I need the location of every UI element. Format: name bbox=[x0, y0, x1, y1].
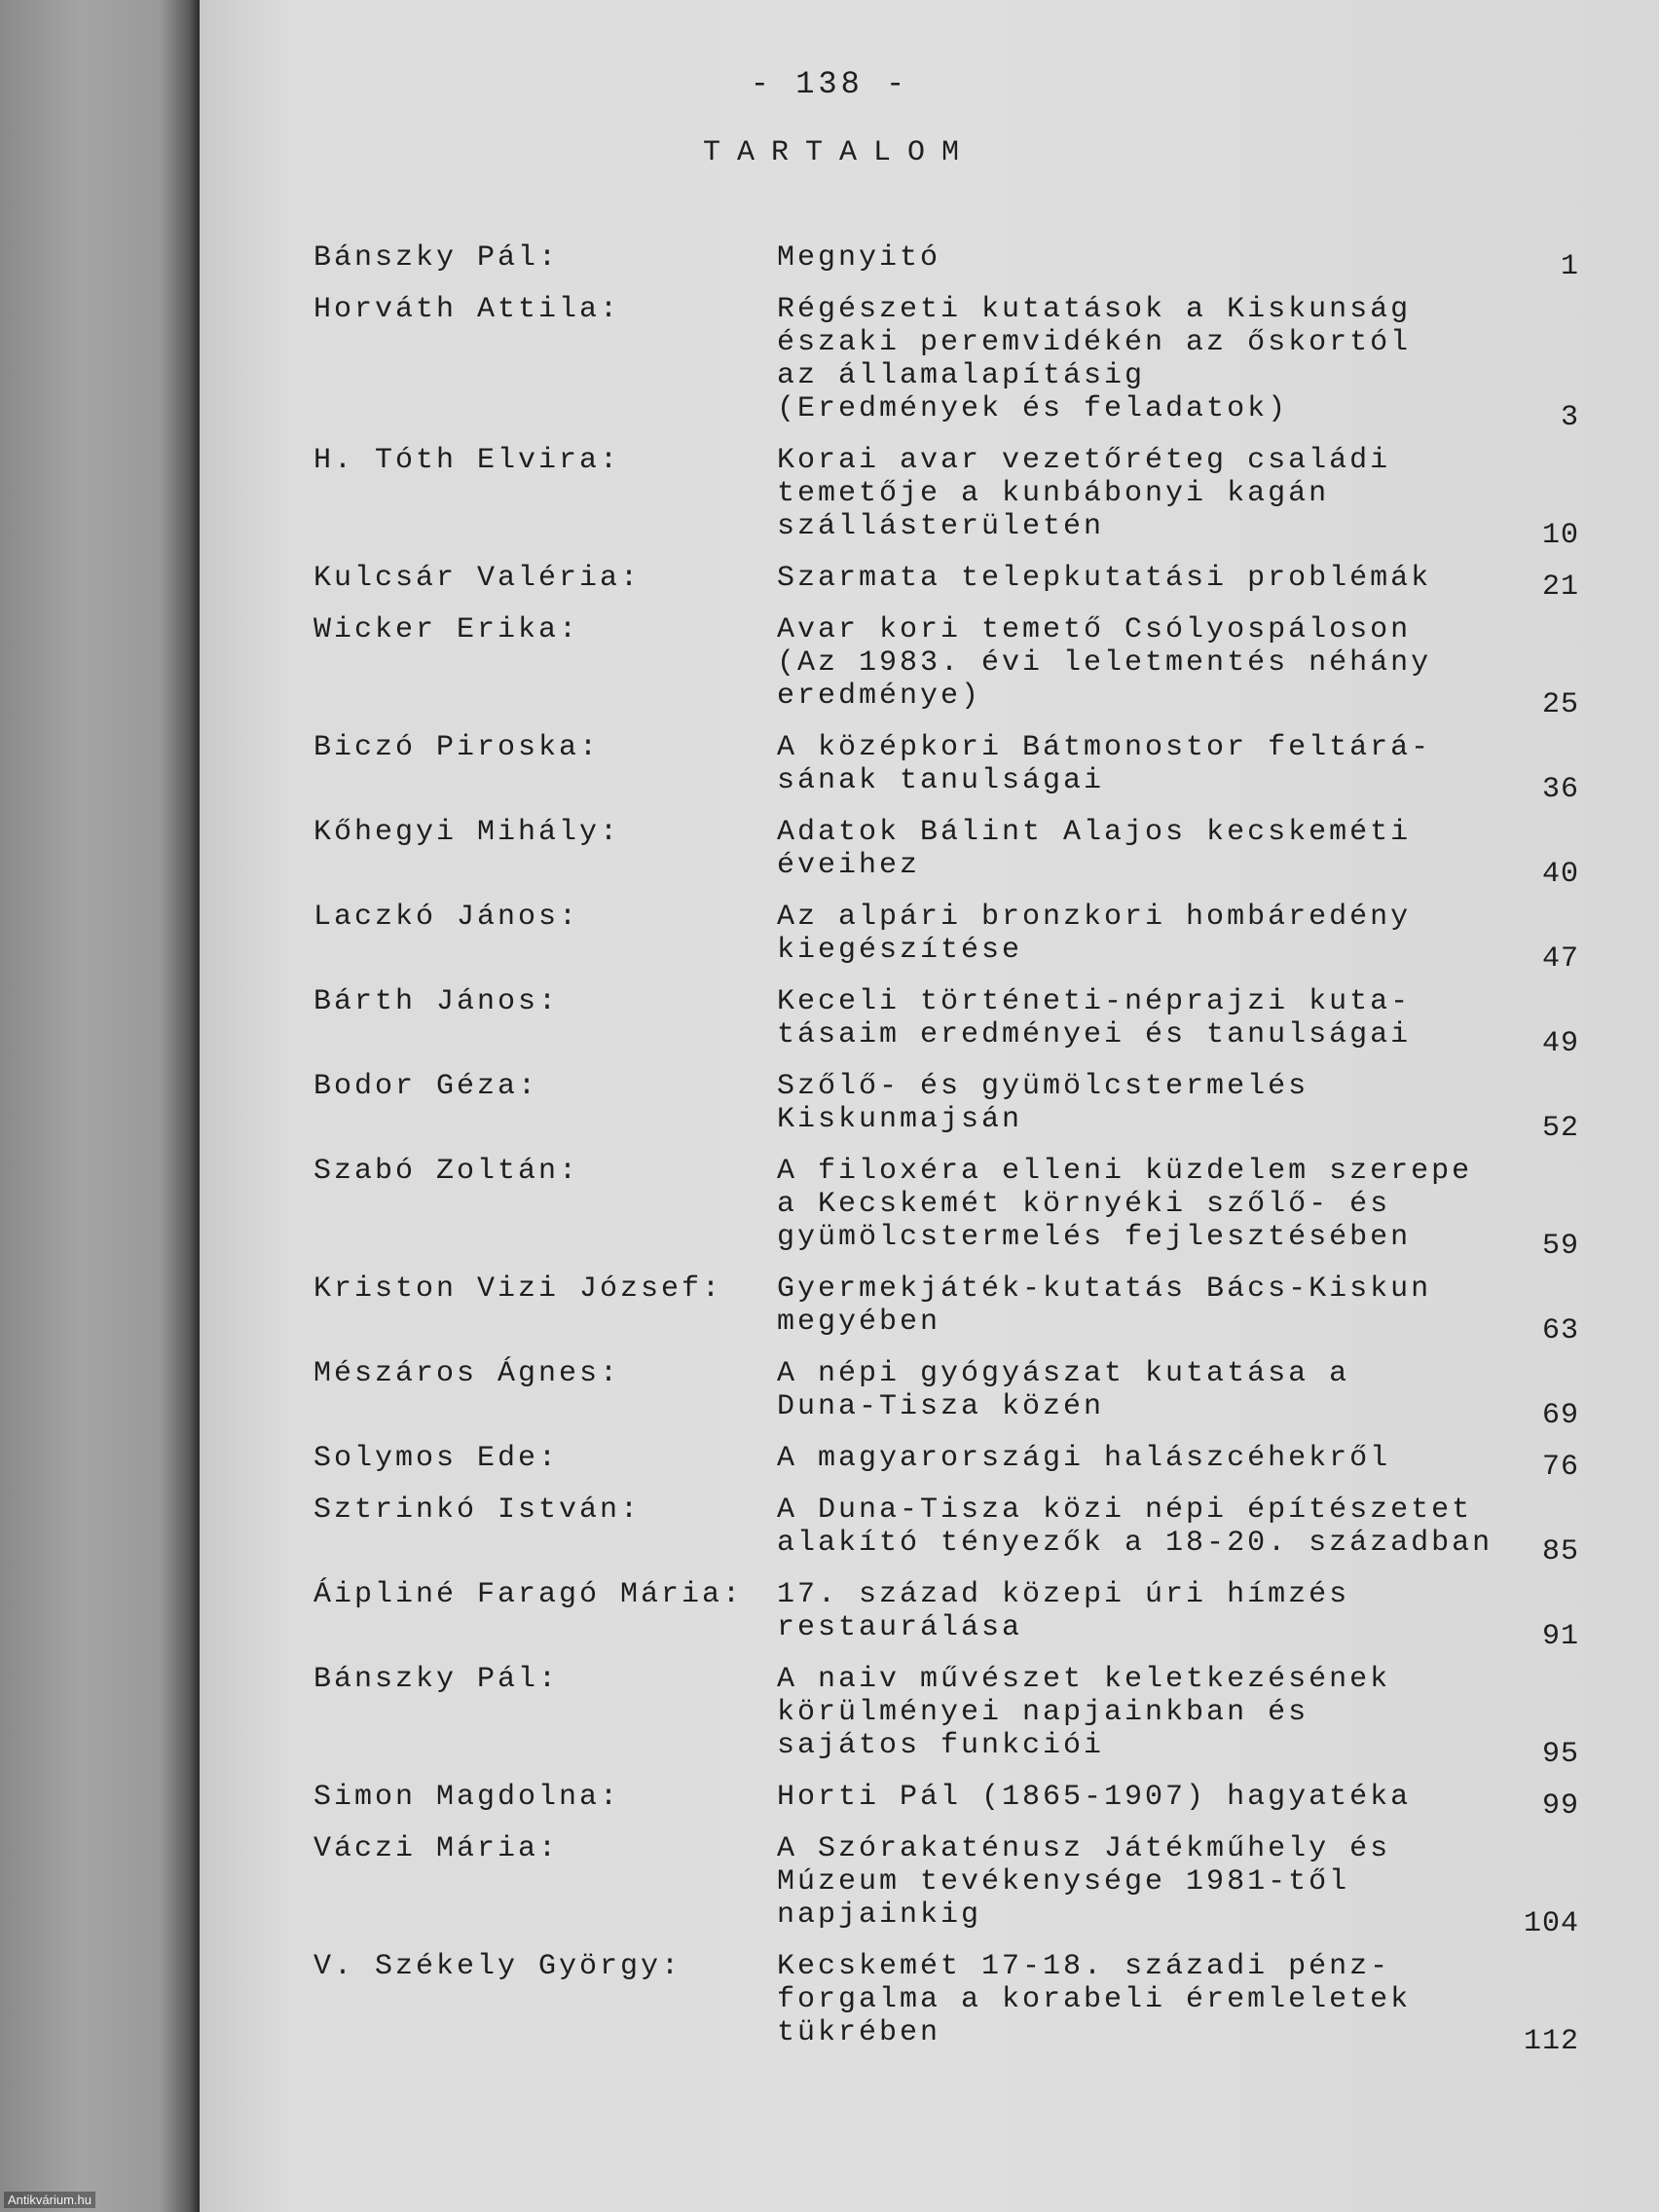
entry-title bbox=[777, 1272, 1517, 1339]
entry-title bbox=[777, 444, 1517, 543]
entry-author: Bárth János: bbox=[313, 985, 560, 1018]
entry-author: Wicker Erika: bbox=[313, 613, 580, 646]
entry-page-number: 10 bbox=[1541, 519, 1579, 552]
entry-page-number: 76 bbox=[1541, 1451, 1579, 1484]
entry-page-number: 36 bbox=[1541, 773, 1579, 806]
entry-title bbox=[777, 901, 1517, 967]
toc-entry bbox=[313, 901, 1579, 976]
entry-title-line: Avar kori temető Csólyospáloson bbox=[777, 613, 1412, 646]
entry-page-number: 1 bbox=[1560, 250, 1579, 283]
entry-title-line: A magyarországi halászcéhekről bbox=[777, 1442, 1391, 1475]
entry-author: Bodor Géza: bbox=[313, 1070, 539, 1103]
entry-author: H. Tóth Elvira: bbox=[313, 444, 621, 477]
toc-entry bbox=[313, 985, 1579, 1060]
entry-title-line: A Duna-Tisza közi népi építészetet bbox=[777, 1493, 1473, 1527]
entry-title-line: Régészeti kutatások a Kiskunság bbox=[777, 293, 1412, 326]
entry-page-number: 47 bbox=[1541, 942, 1579, 976]
entry-title-line: megyében bbox=[777, 1306, 941, 1339]
entry-title-line: tükrében bbox=[777, 2016, 941, 2049]
entry-title bbox=[777, 1578, 1517, 1644]
toc-entry bbox=[313, 562, 1579, 604]
entry-page-number: 104 bbox=[1523, 1907, 1579, 1940]
entry-title-line: 17. század közepi úri hímzés bbox=[777, 1578, 1350, 1611]
entry-title-line: alakító tényezők a 18-20. században bbox=[777, 1527, 1493, 1560]
entry-title-line: az államalapításig bbox=[777, 359, 1146, 392]
entry-title-line: sajátos funkciói bbox=[777, 1729, 1105, 1762]
entry-author: Simon Magdolna: bbox=[313, 1781, 621, 1814]
entry-title bbox=[777, 241, 1517, 275]
entry-title-line: körülményei napjainkban és bbox=[777, 1696, 1309, 1729]
entry-page-number: 3 bbox=[1560, 401, 1579, 434]
entry-author: Mészáros Ágnes: bbox=[313, 1357, 621, 1390]
toc-entry bbox=[313, 1832, 1579, 1940]
toc-entry bbox=[313, 1663, 1579, 1771]
entry-title bbox=[777, 1357, 1517, 1423]
entry-author: Solymos Ede: bbox=[313, 1442, 560, 1475]
entry-title-line: Horti Pál (1865-1907) hagyatéka bbox=[777, 1781, 1412, 1814]
entry-author: Kriston Vizi József: bbox=[313, 1272, 723, 1306]
entry-title-line: A naiv művészet keletkezésének bbox=[777, 1663, 1391, 1696]
entry-author: Bánszky Pál: bbox=[313, 1663, 560, 1696]
entry-page-number: 112 bbox=[1523, 2025, 1579, 2058]
entry-title-line: Szőlő- és gyümölcstermelés bbox=[777, 1070, 1309, 1103]
entry-page-number: 63 bbox=[1541, 1314, 1579, 1347]
entry-title-line: északi peremvidékén az őskortól bbox=[777, 326, 1412, 359]
entry-title-line: A filoxéra elleni küzdelem szerepe bbox=[777, 1155, 1473, 1188]
entry-title bbox=[777, 1493, 1517, 1560]
entry-title bbox=[777, 293, 1517, 425]
toc-entry bbox=[313, 816, 1579, 891]
toc-entry bbox=[313, 1357, 1579, 1432]
entry-page-number: 49 bbox=[1541, 1027, 1579, 1060]
entry-author: Bánszky Pál: bbox=[313, 241, 560, 275]
entry-title-line: Szarmata telepkutatási problémák bbox=[777, 562, 1432, 595]
toc-entry bbox=[313, 1781, 1579, 1823]
entry-page-number: 59 bbox=[1541, 1230, 1579, 1263]
entry-title-line: gyümölcstermelés fejlesztésében bbox=[777, 1221, 1412, 1254]
entry-title bbox=[777, 613, 1517, 713]
entry-page-number: 91 bbox=[1541, 1620, 1579, 1653]
entry-title-line: (Az 1983. évi leletmentés néhány bbox=[777, 646, 1432, 680]
toc-entry bbox=[313, 1272, 1579, 1347]
entry-title bbox=[777, 1442, 1517, 1475]
entry-title-line: a Kecskemét környéki szőlő- és bbox=[777, 1188, 1391, 1221]
entry-title-line: A középkori Bátmonostor feltárá- bbox=[777, 731, 1432, 764]
entry-title-line: szállásterületén bbox=[777, 510, 1105, 543]
entry-title-line: napjainkig bbox=[777, 1899, 982, 1932]
entry-title bbox=[777, 1832, 1517, 1932]
entry-author: Horváth Attila: bbox=[313, 293, 621, 326]
entry-title bbox=[777, 985, 1517, 1051]
entry-author: Sztrinkó István: bbox=[313, 1493, 642, 1527]
toc-entry bbox=[313, 1493, 1579, 1568]
book-binding-edge bbox=[0, 0, 200, 2212]
entry-title-line: sának tanulságai bbox=[777, 764, 1105, 797]
entry-title bbox=[777, 1070, 1517, 1136]
toc-entry bbox=[313, 241, 1579, 283]
entry-author: Váczi Mária: bbox=[313, 1832, 560, 1865]
entry-title-line: Duna-Tisza közén bbox=[777, 1390, 1105, 1423]
entry-title-line: Gyermekjáték-kutatás Bács-Kiskun bbox=[777, 1272, 1432, 1306]
entry-page-number: 85 bbox=[1541, 1535, 1579, 1568]
entry-author: Laczkó János: bbox=[313, 901, 580, 934]
page-title: TARTALOM bbox=[702, 136, 977, 169]
entry-title-line: A népi gyógyászat kutatása a bbox=[777, 1357, 1350, 1390]
entry-title-line: Korai avar vezetőréteg családi bbox=[777, 444, 1391, 477]
toc-entry bbox=[313, 1442, 1579, 1484]
entry-title-line: Keceli történeti-néprajzi kuta- bbox=[777, 985, 1412, 1018]
toc-entry bbox=[313, 613, 1579, 721]
entry-page-number: 69 bbox=[1541, 1399, 1579, 1432]
entry-author: V. Székely György: bbox=[313, 1950, 682, 1983]
toc-entry bbox=[313, 731, 1579, 806]
entry-page-number: 52 bbox=[1541, 1112, 1579, 1145]
entry-title-line: Kiskunmajsán bbox=[777, 1103, 1023, 1136]
entry-title-line: Adatok Bálint Alajos kecskeméti bbox=[777, 816, 1412, 849]
entry-title bbox=[777, 1950, 1517, 2049]
entry-author: Biczó Piroska: bbox=[313, 731, 601, 764]
entry-title bbox=[777, 1155, 1517, 1254]
toc-entry bbox=[313, 293, 1579, 434]
entry-page-number: 25 bbox=[1541, 688, 1579, 721]
entry-page-number: 21 bbox=[1541, 571, 1579, 604]
entry-page-number: 95 bbox=[1541, 1738, 1579, 1771]
entry-author: Kulcsár Valéria: bbox=[313, 562, 642, 595]
entry-title-line: (Eredmények és feladatok) bbox=[777, 392, 1289, 425]
page-number: - 138 - bbox=[750, 66, 909, 102]
entry-title-line: Múzeum tevékenysége 1981-től bbox=[777, 1865, 1350, 1899]
entry-title bbox=[777, 731, 1517, 797]
entry-author: Szabó Zoltán: bbox=[313, 1155, 580, 1188]
entry-title bbox=[777, 816, 1517, 882]
entry-title-line: A Szórakaténusz Játékműhely és bbox=[777, 1832, 1391, 1865]
entry-page-number: 99 bbox=[1541, 1789, 1579, 1823]
entry-title-line: eredménye) bbox=[777, 680, 982, 713]
toc-entry bbox=[313, 1155, 1579, 1263]
entry-title bbox=[777, 1663, 1517, 1762]
entry-author: Kőhegyi Mihály: bbox=[313, 816, 621, 849]
entry-title-line: kiegészítése bbox=[777, 934, 1023, 967]
watermark: Antikvárium.hu bbox=[4, 2192, 95, 2208]
entry-title-line: forgalma a korabeli éremleletek bbox=[777, 1983, 1412, 2016]
entry-title-line: Megnyitó bbox=[777, 241, 941, 275]
toc-entry bbox=[313, 1950, 1579, 2058]
entry-title-line: Kecskemét 17-18. századi pénz- bbox=[777, 1950, 1391, 1983]
entry-title bbox=[777, 1781, 1517, 1814]
entry-title-line: restaurálása bbox=[777, 1611, 1023, 1644]
entry-author: Áipliné Faragó Mária: bbox=[313, 1578, 744, 1611]
entry-title-line: temetője a kunbábonyi kagán bbox=[777, 477, 1330, 510]
toc-entry bbox=[313, 1070, 1579, 1145]
entry-title-line: éveihez bbox=[777, 849, 921, 882]
table-of-contents bbox=[313, 241, 1579, 2068]
toc-entry bbox=[313, 1578, 1579, 1653]
entry-title-line: tásaim eredményei és tanulságai bbox=[777, 1018, 1412, 1051]
entry-page-number: 40 bbox=[1541, 858, 1579, 891]
toc-entry bbox=[313, 444, 1579, 552]
entry-title-line: Az alpári bronzkori hombáredény bbox=[777, 901, 1412, 934]
entry-title bbox=[777, 562, 1517, 595]
